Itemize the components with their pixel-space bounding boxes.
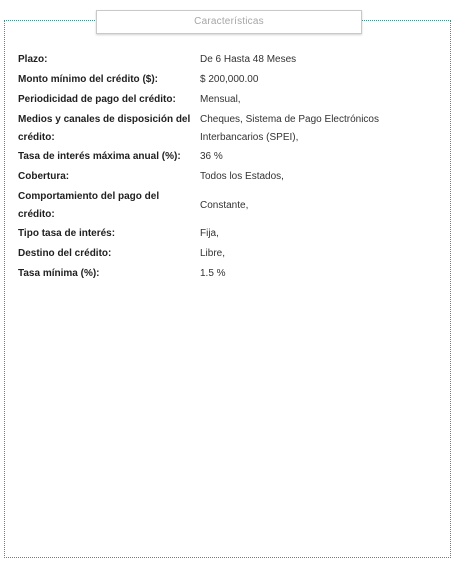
spec-value: Todos los Estados, xyxy=(200,171,284,182)
spec-row-cobertura xyxy=(14,167,434,187)
characteristics-tab[interactable]: Características xyxy=(96,10,362,34)
spec-row-tasa-maxima xyxy=(14,147,434,167)
spec-value: De 6 Hasta 48 Meses xyxy=(200,54,297,65)
spec-label: Destino del crédito: xyxy=(18,248,112,259)
spec-value: 36 % xyxy=(200,151,223,162)
spec-label: Periodicidad de pago del crédito: xyxy=(18,94,176,105)
spec-label: Tasa mínima (%): xyxy=(18,268,100,279)
spec-row-tasa-minima xyxy=(14,264,434,284)
spec-row-comportamiento xyxy=(14,187,434,224)
spec-value: 1.5 % xyxy=(200,268,226,279)
spec-value: Mensual, xyxy=(200,94,241,105)
characteristics-table xyxy=(14,50,434,284)
spec-row-periodicidad xyxy=(14,90,434,110)
spec-value: Cheques, Sistema de Pago Electrónicos Interbancarios (SPEI), xyxy=(200,113,379,143)
spec-value: Libre, xyxy=(200,248,226,259)
spec-value: Fija, xyxy=(200,228,219,239)
spec-value: Constante, xyxy=(200,199,249,211)
spec-label: Cobertura: xyxy=(18,171,70,182)
spec-label: Comportamiento del pago del crédito: xyxy=(18,190,160,220)
spec-label: Medios y canales de disposición del crédito: xyxy=(18,113,191,143)
spec-value: $ 200,000.00 xyxy=(200,74,259,85)
spec-row-tipo-tasa xyxy=(14,224,434,244)
spec-label: Tipo tasa de interés: xyxy=(18,228,116,239)
spec-row-plazo xyxy=(14,50,434,70)
spec-label: Plazo: xyxy=(18,54,48,65)
spec-row-monto-minimo xyxy=(14,70,434,90)
spec-label: Monto mínimo del crédito ($): xyxy=(18,74,158,85)
spec-row-destino xyxy=(14,244,434,264)
spec-label: Tasa de interés máxima anual (%): xyxy=(18,151,181,162)
spec-row-medios-canales xyxy=(14,110,434,147)
